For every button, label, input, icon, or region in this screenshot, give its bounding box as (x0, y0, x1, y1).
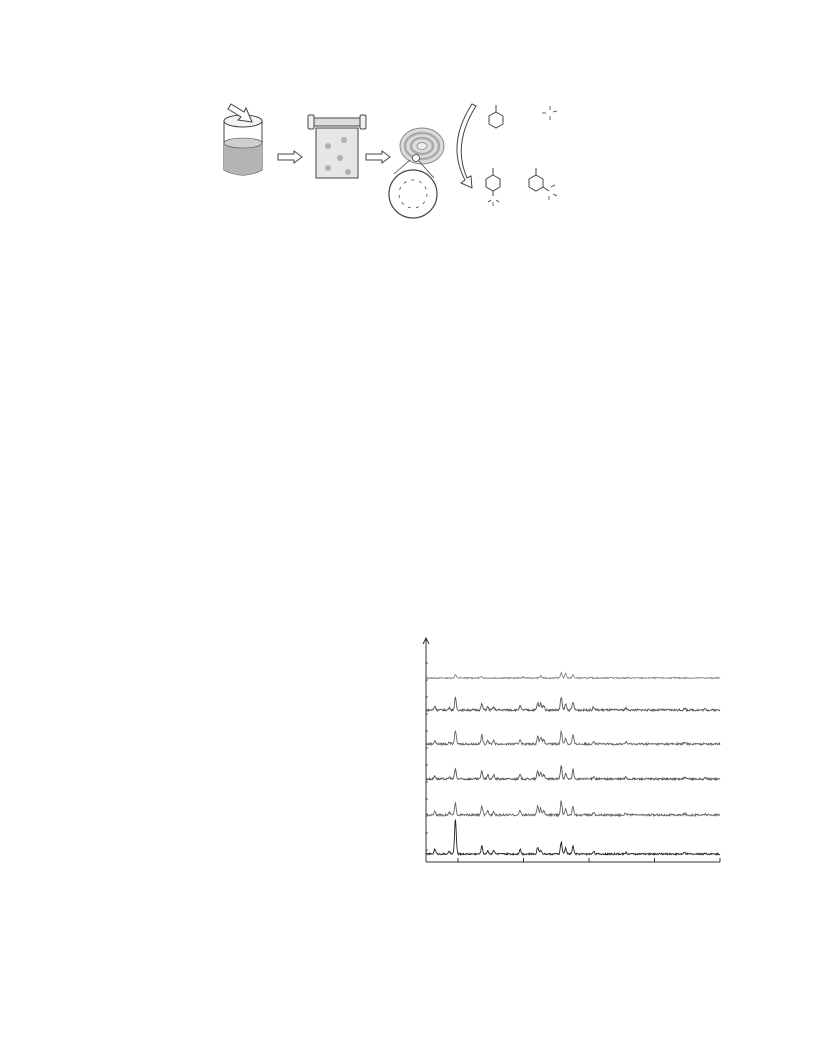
spectrum-series-line (426, 672, 720, 678)
hollow-fiber-module-icon (400, 128, 444, 164)
arrow-right-icon (366, 151, 390, 163)
spectrum-series-line (426, 801, 720, 816)
fiber-cross-section-icon (389, 155, 437, 219)
spectrum-series-line (426, 820, 720, 855)
mixing-vessel-icon (224, 115, 262, 175)
spectrum-series-line (426, 731, 720, 745)
sparkle-mark-icon (542, 106, 557, 120)
chart-series-group (426, 672, 720, 854)
arrow-right-icon (278, 151, 302, 163)
curved-separation-arrow-icon (457, 104, 476, 188)
spectrum-series-line (426, 698, 720, 712)
process-scheme-figure (210, 90, 570, 230)
chart-axes (423, 638, 720, 862)
spectrum-series-line (426, 766, 720, 780)
filter-press-icon (308, 115, 366, 178)
toluene-icon (489, 105, 503, 128)
p-xylene-icon (486, 168, 500, 206)
m-xylene-icon (529, 168, 557, 200)
stacked-spectra-chart (410, 628, 730, 870)
